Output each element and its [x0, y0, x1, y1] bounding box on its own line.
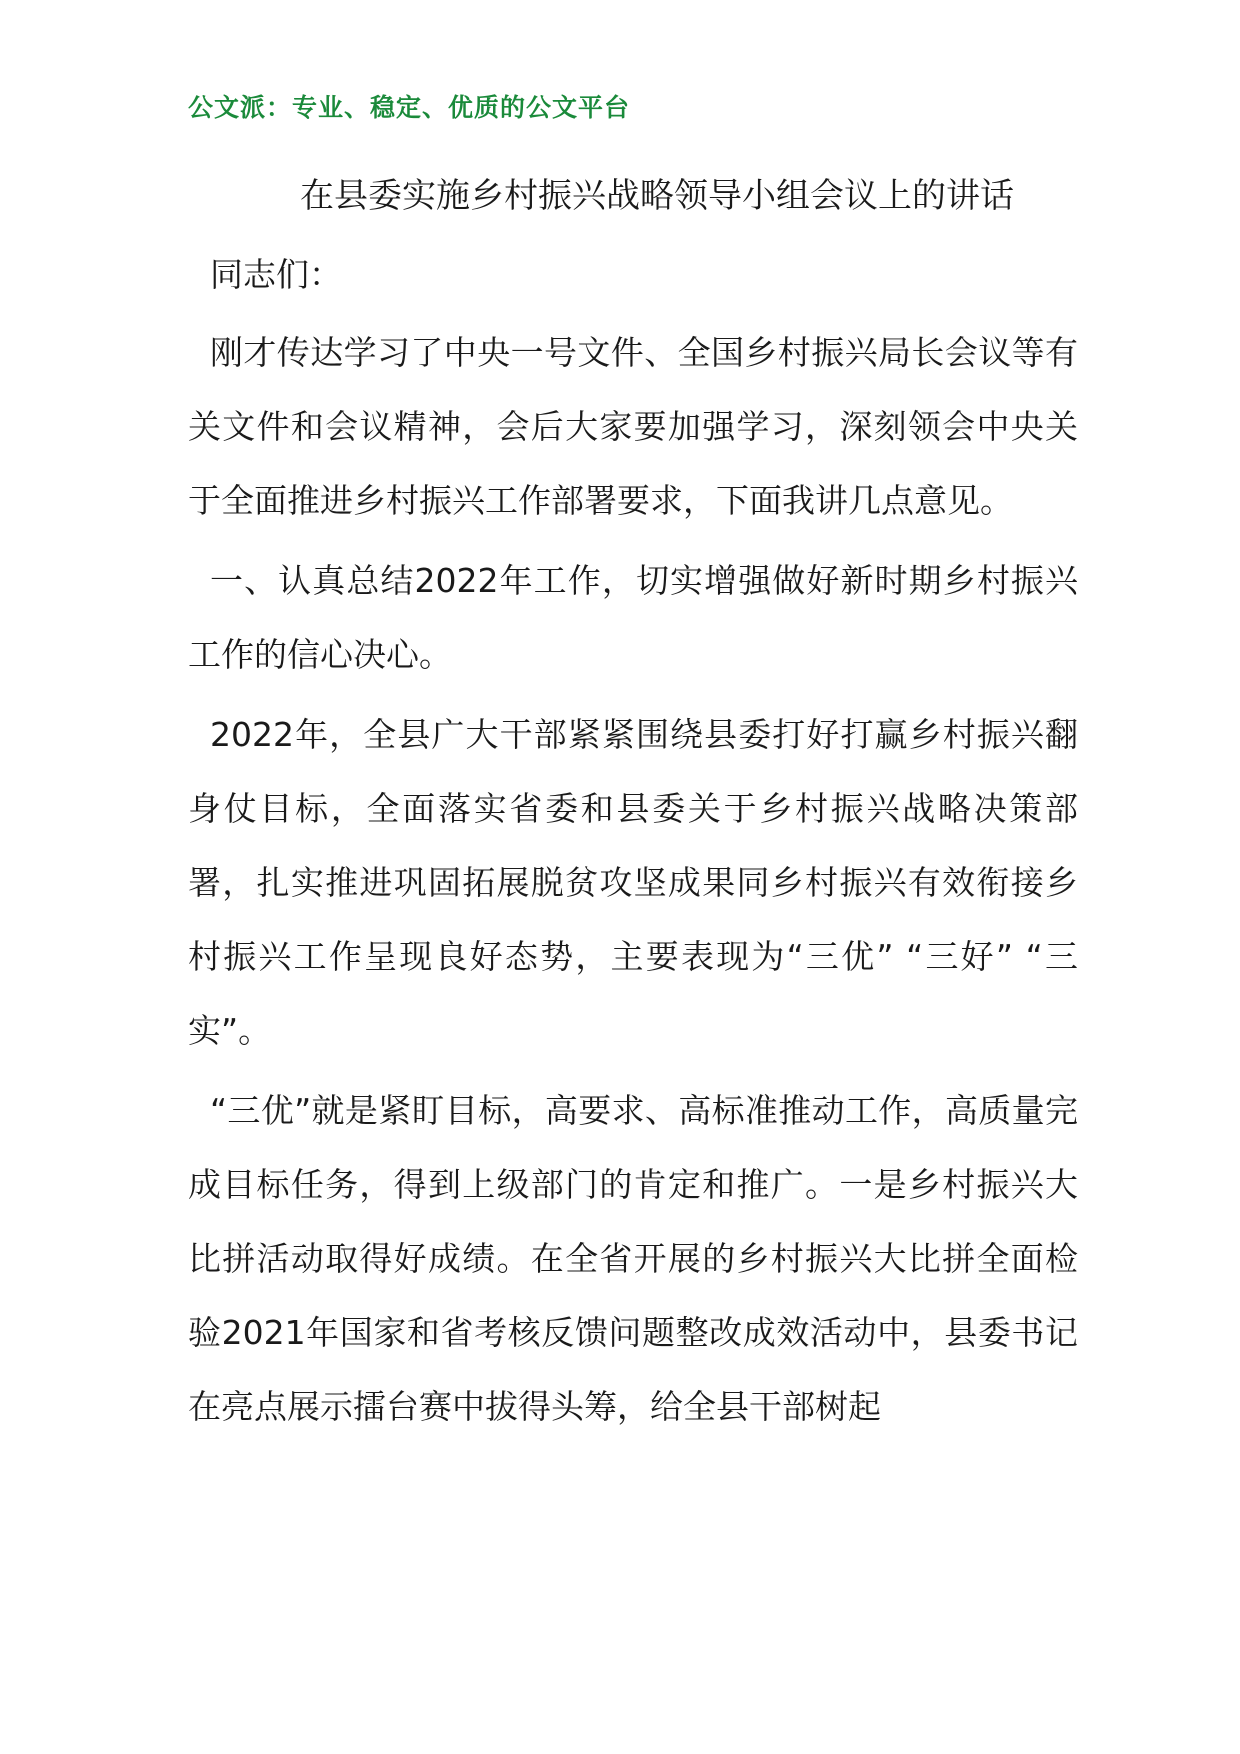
document-title: 在县委实施乡村振兴战略领导小组会议上的讲话	[300, 176, 1014, 216]
document-body	[188, 238, 1078, 1444]
paragraph-san-you: “三优”就是紧盯目标，高要求、高标准推动工作，高质量完成目标任务，得到上级部门的肯定和推广。一是乡村振兴大比拼活动取得好成绩。在全省开展的乡村振兴大比拼全面检验2021年国家和省考核反馈问题整改成效活动中，县委书记在亮点展示擂台赛中拔得头筹，给全县干部树起	[188, 1091, 1078, 1426]
greeting: 同志们：	[210, 255, 342, 294]
header-banner: 公文派：专业、稳定、优质的公文平台	[188, 93, 631, 122]
paragraph-intro: 刚才传达学习了中央一号文件、全国乡村振兴局长会议等有关文件和会议精神，会后大家要加强学习，深刻领会中央关于全面推进乡村振兴工作部署要求，下面我讲几点意见。	[188, 333, 1078, 520]
paragraph-2022-summary: 2022年，全县广大干部紧紧围绕县委打好打赢乡村振兴翻身仗目标，全面落实省委和县委关于乡村振兴战略决策部署，扎实推进巩固拓展脱贫攻坚成果同乡村振兴有效衔接乡村振兴工作呈现良好态势，主要表现为“三优” “三好” “三实”。	[188, 715, 1078, 1050]
section-heading-1: 一、认真总结2022年工作，切实增强做好新时期乡村振兴工作的信心决心。	[188, 561, 1078, 674]
